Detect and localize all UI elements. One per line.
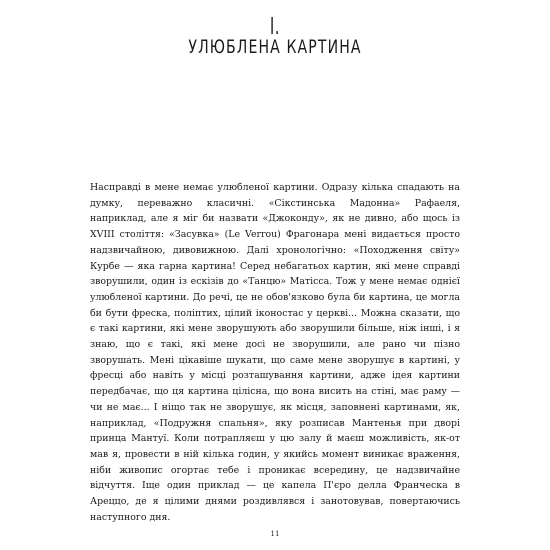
chapter-title: УЛЮБЛЕНА КАРТИНА: [188, 36, 362, 58]
page-number: 11: [270, 530, 280, 538]
chapter-number: I.: [270, 14, 280, 40]
body-paragraph: Насправді в мене немає улюбленої картини. Одразу кілька спадають на думку, переважно класичні. «Сікстинська Мадонна» Рафаеля, наприклад, але я міг би назвати «Джоконду», як не дивно, або щось із XVIII століття: «Засувка» (Le Verrou) Фрагонара мені видається просто надзвичайною, дивовижною. Далі хронологічно: «Походження світу» Курбе — яка гарна картина! Серед небагатьох картин, які мене справді зворушили, один із ескізів до «Танцю» Матісса. Тож у мене немає однієї улюбленої картини. До речі, це не обов'язково була би картина, це могла би бути фреска, поліптих, цілий іконостас у церкві... Можна сказати, що є такі картини, які мене зворушують або зворушили більше, ніж інші, і я знаю, що є такі, які мене досі не зворушили, але рано чи пізно зворушать. Мені цікавіше шукати, що саме мене зворушує в картині, у фресці або навіть у місці розташування картини, адже ідея картини передбачає, що ця картина цілісна, що вона висить на стіні, має раму — чи не має... І ніщо так не зворушує, як місця, заповнені картинами, як, наприклад, «Подружня спальня», яку розписав Мантенья при дворі принца Мантуї. Коли потрапляєш у цю залу й маєш можливість, як-от мав я, провести в ній кілька годин, у якийсь момент виникає враження, ніби живопис огортає тебе і проникає всередину, це надзвичайне відчуття. Іще один приклад — це капела П'єро делла Франческа в Ареццо, де я цілими днями роздивлявся і занотовував, повертаючись наступного дня.: [90, 182, 460, 523]
